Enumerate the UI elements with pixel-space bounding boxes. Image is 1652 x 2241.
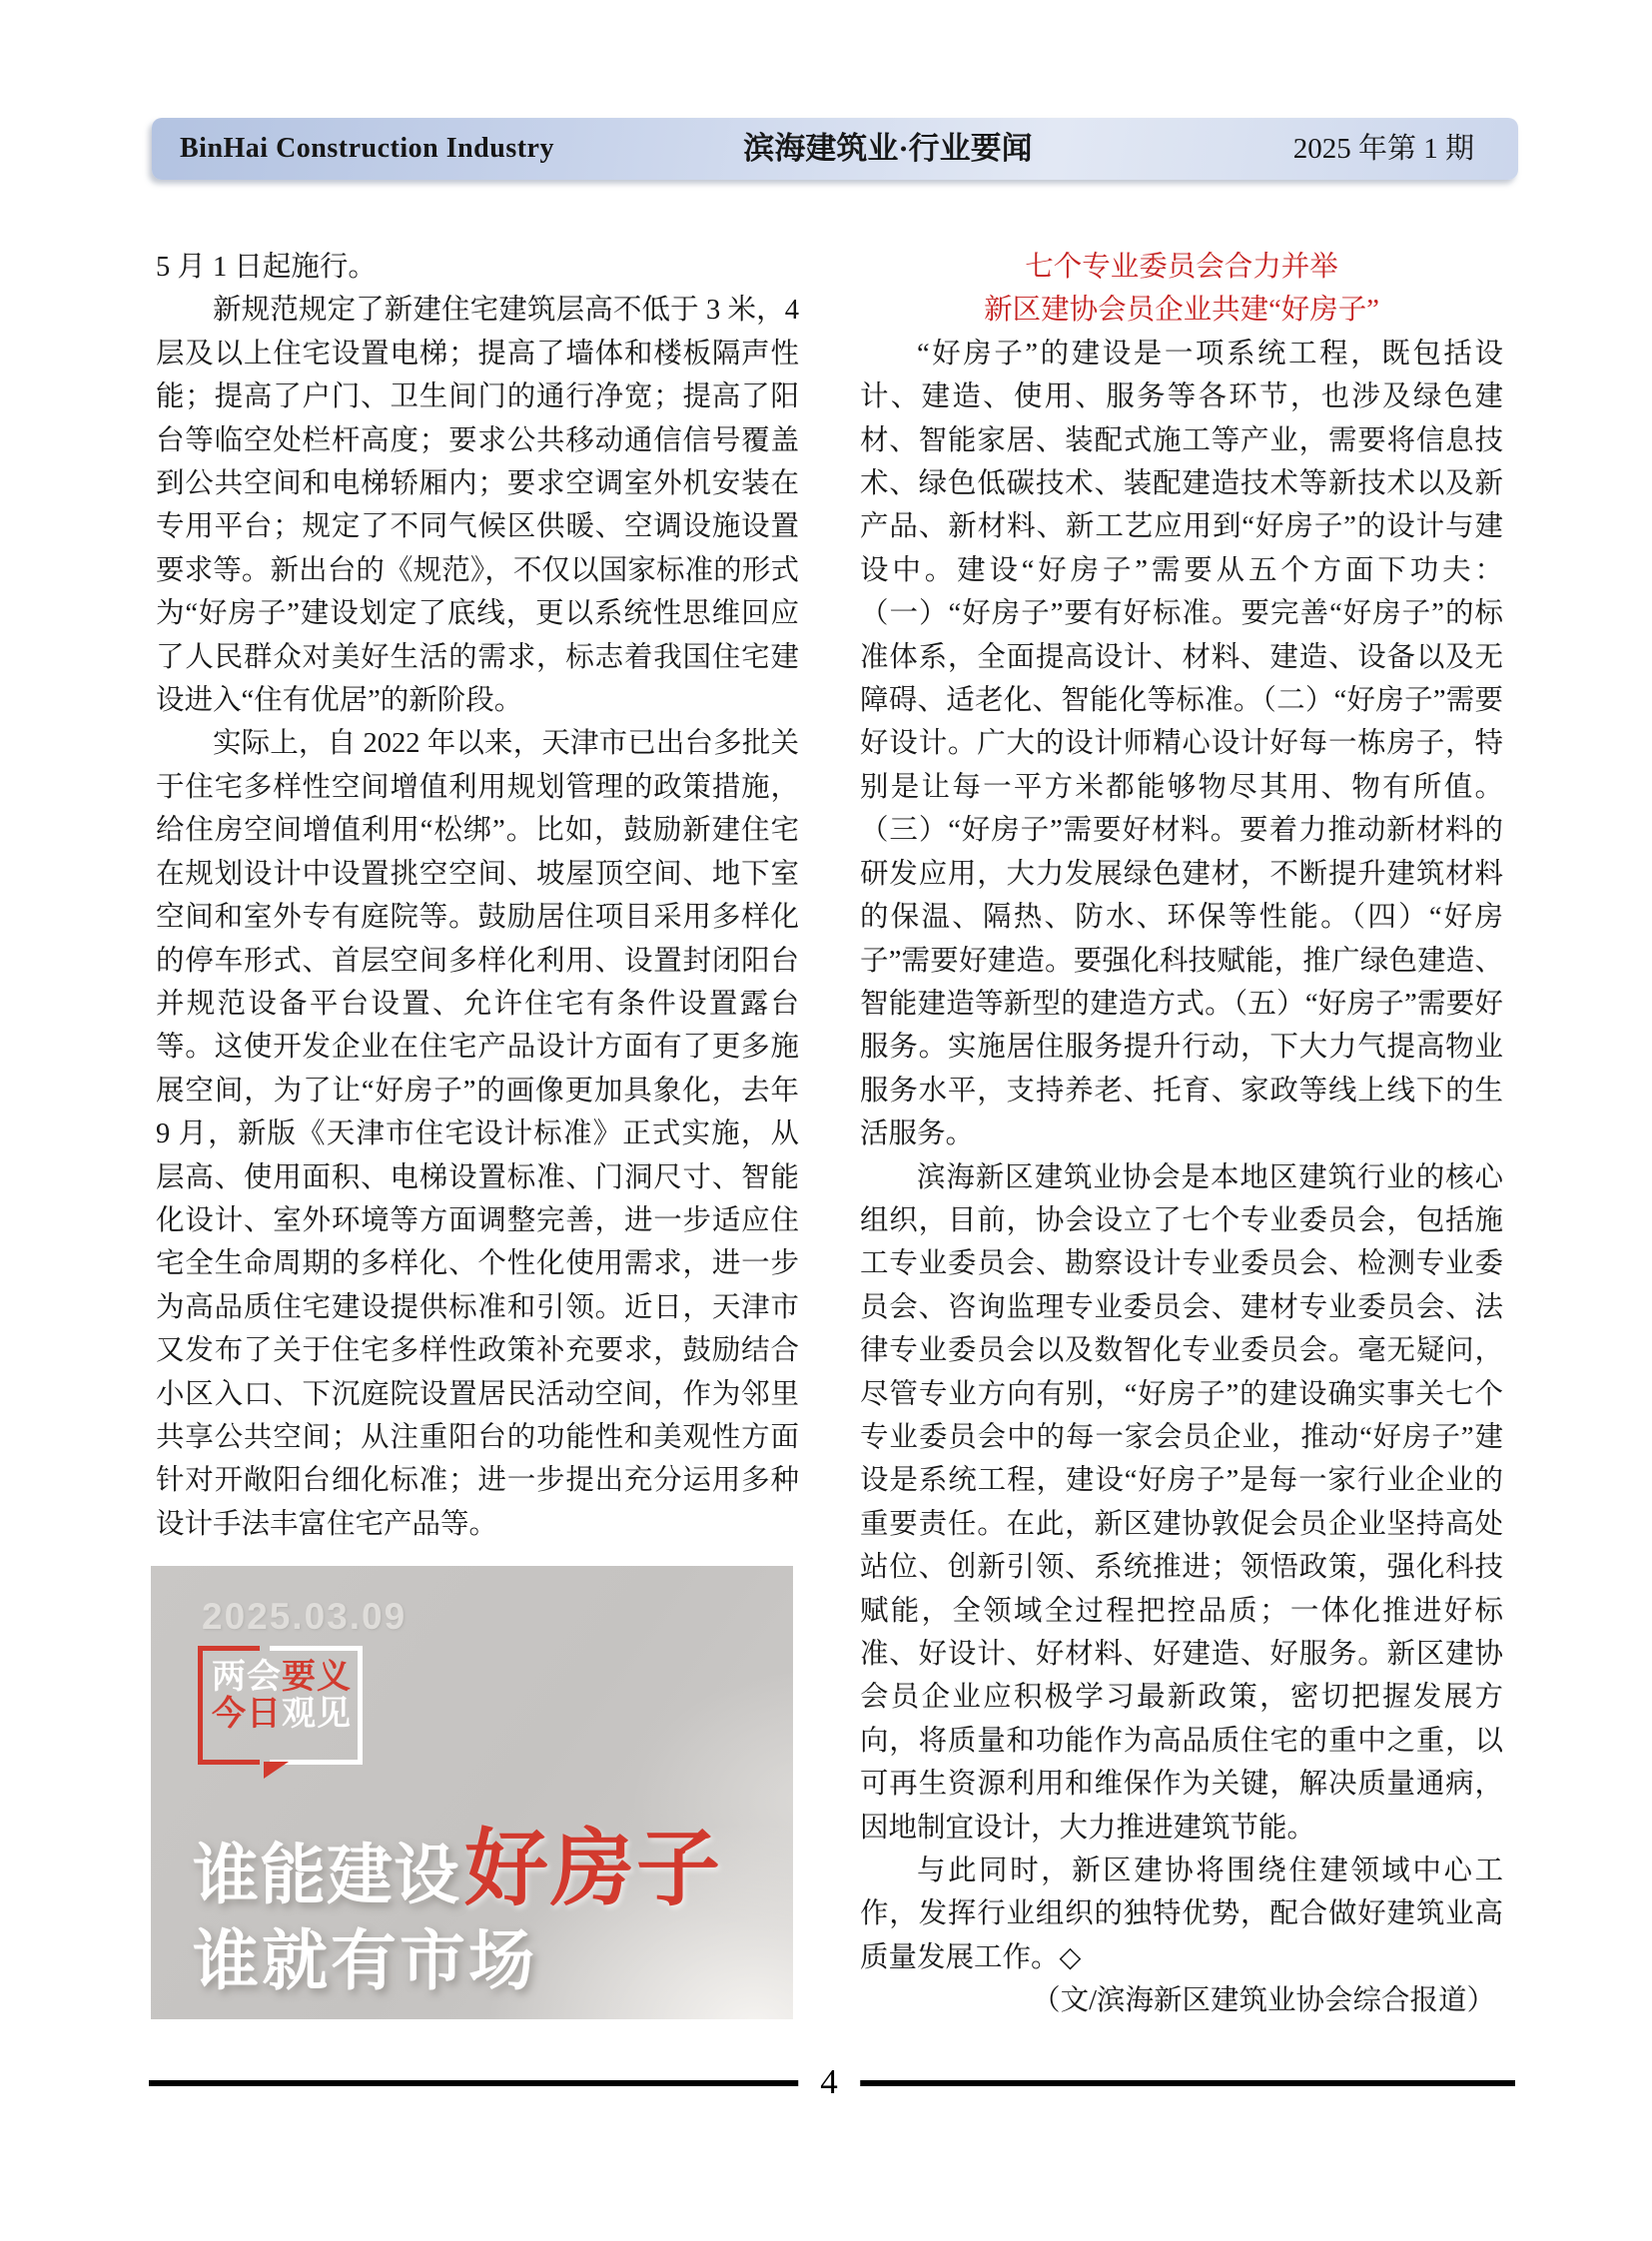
article-title xyxy=(860,246,1503,333)
left-paragraph: 新规范规定了新建住宅建筑层高不低于 3 米，4 层及以上住宅设置电梯；提高了墙体和楼板隔声性能；提高了户门、卫生间门的通行净宽；提高了阳台等临空处栏杆高度；要求公共移动通信信号覆盖到公共空间和电梯轿厢内；要求空调室外机安装在专用平台；规定了不同气候区供暖、空调设施设置要求等。新出台的《规范》，不仅以国家标准的形式为“好房子”建设划定了底线，更以系统性思维回应了人民群众对美好生活的需求，标志着我国住宅建设进入“住有优居”的新阶段。 xyxy=(156,295,799,717)
image-date: 2025.03.09 xyxy=(202,1596,408,1637)
badge-text xyxy=(212,1659,362,1733)
badge-row2-red: 今日 xyxy=(212,1695,282,1733)
badge-row-2 xyxy=(212,1696,362,1733)
right-paragraph: 滨海新区建筑业协会是本地区建筑行业的核心组织，目前，协会设立了七个专业委员会，包括施工专业委员会、勘察设计专业委员会、检测专业委员会、咨询监理专业委员会、建材专业委员会、法律专业委员会以及数智化专业委员会。毫无疑问，尽管专业方向有别，“好房子”的建设确实事关七个专业委员会中的每一家会员企业，推动“好房子”建设是系统工程，建设“好房子”是每一家行业企业的重要责任。在此，新区建协敦促会员企业坚持高处站位、创新引领、系统推进；领悟政策，强化科技赋能，全领域全过程把控品质；一体化推进好标准、好设计、好材料、好建造、好服务。新区建协会员企业应积极学习最新政策，密切把握发展方向，将质量和功能作为高品质住宅的重中之重，以可再生资源利用和维保作为关键，解决质量通病，因地制宜设计，大力推进建筑节能。 xyxy=(860,1161,1503,1844)
article-title-line-2: 新区建协会员企业共建“好房子” xyxy=(984,295,1379,327)
right-column xyxy=(860,246,1503,2023)
badge-row1-white: 两会 xyxy=(212,1658,282,1696)
article-title-line-1: 七个专业委员会合力并举 xyxy=(1025,252,1338,283)
news-image xyxy=(151,1566,793,2019)
right-paragraph: “好房子”的建设是一项系统工程，既包括设计、建造、使用、服务等各环节，也涉及绿色建材、智能家居、装配式施工等产业，需要将信息技术、绿色低碳技术、装配建造技术等新技术以及新产品、新材料、新工艺应用到“好房子”的设计与建设中。建设“好房子”需要从五个方面下功夫：（一）“好房子”要有好标准。要完善“好房子”的标准体系，全面提高设计、材料、建造、设备以及无障碍、适老化、智能化等标准。（二）“好房子”需要好设计。广大的设计师精心设计好每一栋房子，特别是让每一平方米都能够物尽其用、物有所值。（三）“好房子”需要好材料。要着力推动新材料的研发应用，大力发展绿色建材，不断提升建筑材料的保温、隔热、防水、环保等性能。（四）“好房子”需要好建造。要强化科技赋能，推广绿色建造、智能建造等新型的建造方式。（五）“好房子”需要好服务。实施居住服务提升行动，下大力气提高物业服务水平，支持养老、托育、家政等线上线下的生活服务。 xyxy=(860,338,1503,1150)
left-column xyxy=(156,246,799,1546)
header-bar xyxy=(152,118,1518,180)
header-center-title: 滨海建筑业·行业要闻 xyxy=(743,131,1033,166)
left-paragraph: 实际上，自 2022 年以来，天津市已出台多批关于住宅多样性空间增值利用规划管理的政策措施，给住房空间增值利用“松绑”。比如，鼓励新建住宅在规划设计中设置挑空空间、坡屋顶空间、地下室空间和室外专有庭院等。鼓励居住项目采用多样化的停车形式、首层空间多样化利用、设置封闭阳台并规范设备平台设置、允许住宅有条件设置露台等。这使开发企业在住宅产品设计方面有了更多施展空间，为了让“好房子”的画像更加具象化，去年 9 月，新版《天津市住宅设计标准》正式实施，从层高、使用面积、电梯设置标准、门洞尺寸、智能化设计、室外环境等方面调整完善，进一步适应住宅全生命周期的多样化、个性化使用需求，进一步为高品质住宅建设提供标准和引领。近日，天津市又发布了关于住宅多样性政策补充要求，鼓励结合小区入口、下沉庭院设置居民活动空间，作为邻里共享公共空间；从注重阳台的功能性和美观性方面针对开敞阳台细化标准；进一步提出充分运用多种设计手法丰富住宅产品等。 xyxy=(156,728,799,1540)
bubble-tail-icon xyxy=(264,1762,289,1779)
header-left-title: BinHai Construction Industry xyxy=(180,133,554,164)
slogan-line-2: 谁就有市场 xyxy=(193,1923,537,1997)
right-paragraph: 与此同时，新区建协将围绕住建领域中心工作，发挥行业组织的独特优势，配合做好建筑业高质量发展工作。◇ xyxy=(860,1856,1503,1973)
speech-bubble-badge xyxy=(198,1646,363,1765)
slogan-line-1 xyxy=(193,1802,722,1922)
badge-row1-red: 要义 xyxy=(282,1658,352,1696)
header-right-issue: 2025 年第 1 期 xyxy=(1292,133,1474,165)
badge-row2-white: 观见 xyxy=(282,1695,352,1733)
left-paragraph-continuation: 5 月 1 日起施行。 xyxy=(156,252,377,283)
slogan1-white-text: 谁能建设 xyxy=(193,1838,460,1911)
page-number: 4 xyxy=(798,2059,860,2105)
byline: （文/滨海新区建筑业协会综合报道） xyxy=(1032,1985,1495,2017)
slogan1-red-text: 好房子 xyxy=(464,1822,723,1915)
badge-row-1 xyxy=(212,1659,362,1696)
